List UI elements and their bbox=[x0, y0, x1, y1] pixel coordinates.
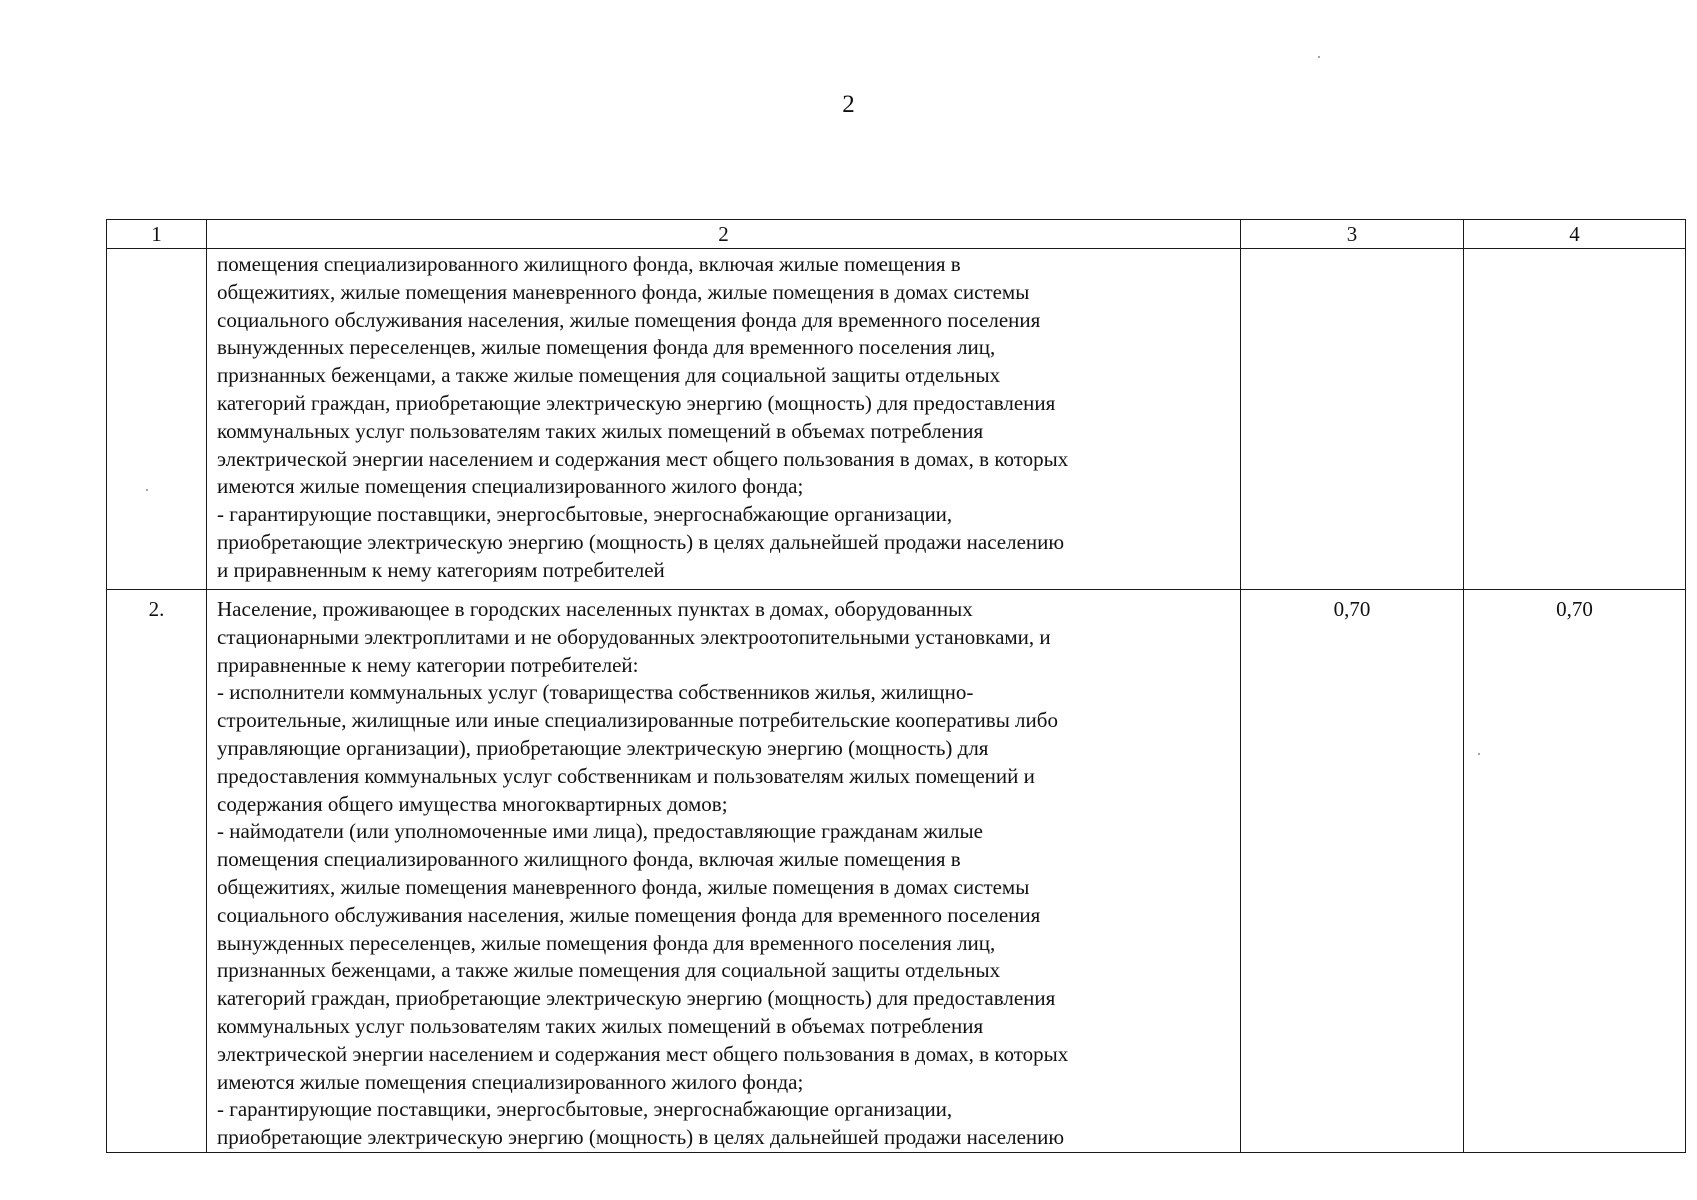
value-cell-col3 bbox=[1241, 249, 1464, 590]
text-line: социального обслуживания населения, жилые помещения фонда для временного поселения bbox=[217, 902, 1041, 927]
text-line: имеются жилые помещения специализированного жилого фонда; bbox=[217, 1069, 804, 1094]
scan-speck bbox=[1318, 56, 1320, 58]
scan-speck bbox=[1478, 753, 1480, 755]
text-line: - исполнители коммунальных услуг (товарищества собственников жилья, жилищно- bbox=[217, 680, 974, 705]
text-line: содержания общего имущества многоквартирных домов; bbox=[217, 791, 728, 816]
text-line: приобретающие электрическую энергию (мощность) в целях дальнейшей продажи населению bbox=[217, 529, 1065, 554]
text-line: коммунальных услуг пользователям таких жилых помещений в объемах потребления bbox=[217, 1013, 984, 1038]
text-line: категорий граждан, приобретающие электрическую энергию (мощность) для предоставления bbox=[217, 390, 1056, 415]
scan-speck bbox=[146, 489, 148, 491]
text-line: электрической энергии населением и содержания мест общего пользования в домах, в которых bbox=[217, 446, 1069, 471]
text-line: вынужденных переселенцев, жилые помещения фонда для временного поселения лиц, bbox=[217, 335, 996, 360]
text-line: - наймодатели (или уполномоченные ими лица), предоставляющие гражданам жилые bbox=[217, 819, 983, 844]
table-row bbox=[107, 249, 1686, 590]
value-cell-col4: 0,70 bbox=[1464, 590, 1686, 1153]
description-cell bbox=[207, 249, 1241, 590]
text-line: приравненные к нему категории потребителей: bbox=[217, 652, 639, 677]
text-line: предоставления коммунальных услуг собственникам и пользователям жилых помещений и bbox=[217, 763, 1035, 788]
text-line: управляющие организации), приобретающие электрическую энергию (мощность) для bbox=[217, 735, 989, 760]
row-number-cell bbox=[107, 249, 207, 590]
text-line: помещения специализированного жилищного фонда, включая жилые помещения в bbox=[217, 252, 961, 276]
header-cell-1: 1 bbox=[107, 220, 207, 249]
header-cell-2: 2 bbox=[207, 220, 1241, 249]
text-line: признанных беженцами, а также жилые помещения для социальной защиты отдельных bbox=[217, 958, 1001, 983]
table-row bbox=[107, 590, 1686, 1153]
value-cell-col4 bbox=[1464, 249, 1686, 590]
text-line: вынужденных переселенцев, жилые помещения фонда для временного поселения лиц, bbox=[217, 930, 996, 955]
text-line: общежитиях, жилые помещения маневренного фонда, жилые помещения в домах системы bbox=[217, 279, 1030, 304]
header-cell-4: 4 bbox=[1464, 220, 1686, 249]
value-cell-col3: 0,70 bbox=[1241, 590, 1464, 1153]
text-line: строительные, жилищные или иные специализированные потребительские кооперативы либо bbox=[217, 708, 1058, 733]
text-line: - гарантирующие поставщики, энергосбытовые, энергоснабжающие организации, bbox=[217, 1097, 953, 1122]
text-line: общежитиях, жилые помещения маневренного фонда, жилые помещения в домах системы bbox=[217, 874, 1030, 899]
header-cell-3: 3 bbox=[1241, 220, 1464, 249]
row-number-cell: 2. bbox=[107, 590, 207, 1153]
table-header-row bbox=[107, 220, 1686, 249]
text-line: Население, проживающее в городских населенных пунктах в домах, оборудованных bbox=[217, 597, 973, 621]
text-line: признанных беженцами, а также жилые помещения для социальной защиты отдельных bbox=[217, 363, 1001, 388]
text-line: - гарантирующие поставщики, энергосбытовые, энергоснабжающие организации, bbox=[217, 502, 953, 527]
text-line: социального обслуживания населения, жилые помещения фонда для временного поселения bbox=[217, 307, 1041, 332]
text-line: и приравненным к нему категориям потребителей bbox=[217, 557, 665, 582]
text-line: помещения специализированного жилищного фонда, включая жилые помещения в bbox=[217, 847, 961, 872]
tariff-table bbox=[106, 219, 1686, 1153]
text-line: стационарными электроплитами и не оборудованных электроотопительными установками, и bbox=[217, 624, 1051, 649]
page-number: 2 bbox=[842, 91, 855, 118]
text-line: электрической энергии населением и содержания мест общего пользования в домах, в которых bbox=[217, 1041, 1069, 1066]
text-line: коммунальных услуг пользователям таких жилых помещений в объемах потребления bbox=[217, 418, 984, 443]
text-line: приобретающие электрическую энергию (мощность) в целях дальнейшей продажи населению bbox=[217, 1125, 1065, 1150]
text-line: имеются жилые помещения специализированного жилого фонда; bbox=[217, 474, 804, 499]
description-cell bbox=[207, 590, 1241, 1153]
text-line: категорий граждан, приобретающие электрическую энергию (мощность) для предоставления bbox=[217, 986, 1056, 1011]
